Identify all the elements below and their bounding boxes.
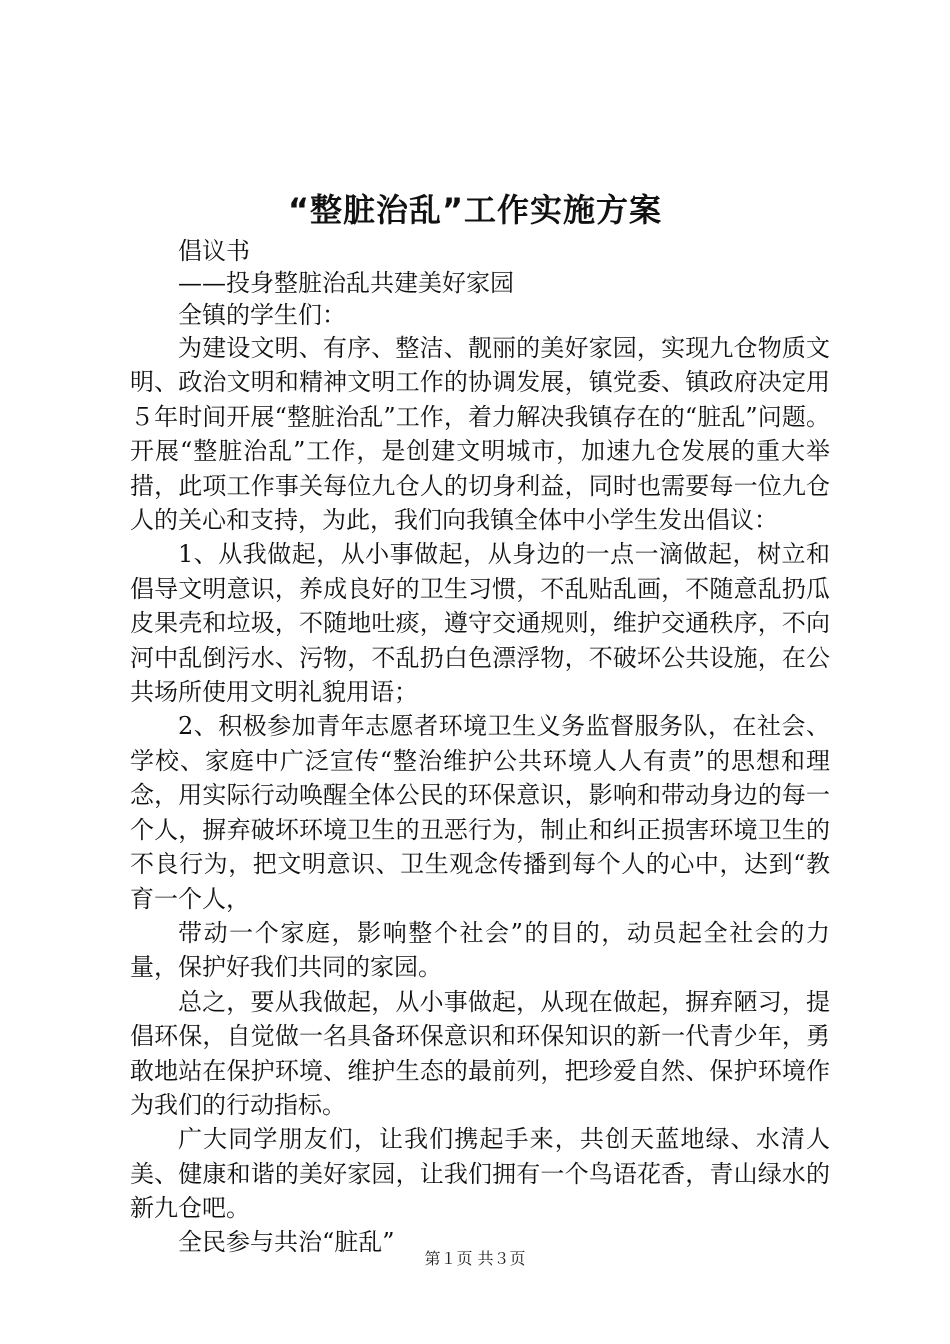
heading: 倡议书 (178, 237, 250, 265)
closing-line: 全民参与共治“脏乱” (178, 1227, 395, 1256)
paragraph-intro: 为建设文明、有序、整洁、靓丽的美好家园，实现九仓物质文明、政治文明和精神文明工作的协调发展，镇党委、镇政府决定用５年时间开展“整脏治乱”工作，着力解决我镇存在的“脏乱”问题。开展“整脏治乱”工作，是创建文明城市，加速九仓发展的重大举措，此项工作事关每位九仓人的切身利益，同时也需要每一位九仓人的关心和支持，为此，我们向我镇全体中小学生发出倡议： (130, 334, 830, 535)
salutation: 全镇的学生们： (178, 301, 346, 329)
subheading: ——投身整脏治乱共建美好家园 (178, 269, 514, 297)
document-title: “整脏治乱”工作实施方案 (287, 191, 663, 229)
page-footer: 第１页 共３页 (424, 1249, 526, 1268)
paragraph-call-to-action: 广大同学朋友们，让我们携起手来，共创天蓝地绿、水清人美、健康和谐的美好家园，让我们拥有一个鸟语花香，青山绿水的新九仓吧。 (130, 1125, 830, 1223)
paragraph-item-2: 2、积极参加青年志愿者环境卫生义务监督服务队，在社会、学校、家庭中广泛宣传“整治维护公共环境人人有责”的思想和理念，用实际行动唤醒全体公民的环保意识，影响和带动身边的每一个人，摒弃破坏环境卫生的丑恶行为，制止和纠正损害环境卫生的不良行为，把文明意识、卫生观念传播到每个人的心中，达到“教育一个人， (130, 712, 830, 913)
paragraph-summary: 总之，要从我做起，从小事做起，从现在做起，摒弃陋习，提倡环保，自觉做一名具备环保意识和环保知识的新一代青少年，勇敢地站在保护环境、维护生态的最前列，把珍爱自然、保护环境作为我们的行动指标。 (130, 987, 830, 1119)
paragraph-item-2-continued: 带动一个家庭，影响整个社会”的目的，动员起全社会的力量，保护好我们共同的家园。 (130, 918, 830, 982)
paragraph-item-1: 1、从我做起，从小事做起，从身边的一点一滴做起，树立和倡导文明意识，养成良好的卫生习惯，不乱贴乱画，不随意乱扔瓜皮果壳和垃圾，不随地吐痰，遵守交通规则，维护交通秩序，不向河中乱倒污水、污物，不乱扔白色漂浮物，不破坏公共设施，在公共场所使用文明礼貌用语； (130, 540, 830, 707)
document-body (130, 235, 830, 1258)
